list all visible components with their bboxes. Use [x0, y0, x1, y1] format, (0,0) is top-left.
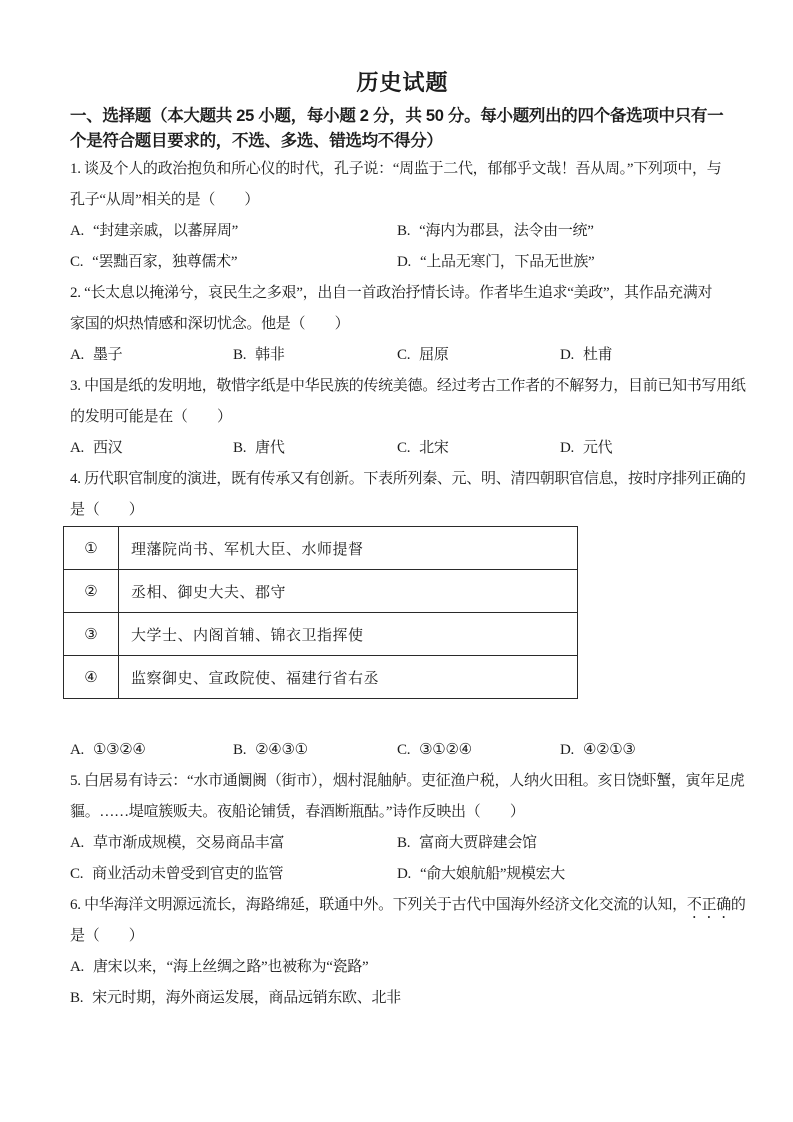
option-b [233, 735, 397, 766]
question-1-text-line-1: 1. 谈及个人的政治抱负和所心仪的时代，孔子说：“周监于二代，郁郁乎文哉！吾从周。”下列项中，与 [70, 161, 722, 177]
option-c [397, 340, 560, 371]
option-d-label: D. [397, 866, 411, 882]
question-2-text-line-1: 2. “长太息以掩涕兮，哀民生之多艰”，出自一首政治抒情长诗。作者毕生追求“美政”，其作品充满对 [70, 285, 713, 301]
row-number-cell: ③ [64, 613, 119, 656]
option-d [560, 735, 735, 766]
question-6-emphasized-text: 不正确 [686, 897, 731, 913]
question-4-text-line-2: 是（ ） [70, 502, 144, 518]
option-c-text: ③①②④ [419, 742, 472, 758]
option-d-text: ④②①③ [582, 742, 636, 758]
option-a-label: A. [70, 223, 84, 239]
option-b-label: B. [397, 223, 411, 239]
option-a [70, 216, 397, 247]
question-2 [70, 278, 735, 371]
question-3-text-line-2: 的发明可能是在（ ） [70, 409, 232, 425]
table-row [64, 613, 578, 656]
option-a-text: 草市渐成规模，交易商品丰富 [92, 835, 285, 851]
row-number-cell: ② [64, 570, 119, 613]
option-c-label: C. [70, 254, 84, 270]
option-c [397, 433, 560, 464]
option-a [70, 340, 233, 371]
question-4-text-line-1: 4. 历代职官制度的演进，既有传承又有创新。下表所列秦、元、明、清四朝职官信息，按时序排列正确的 [70, 471, 746, 487]
option-d [397, 859, 735, 890]
table-row [64, 656, 578, 699]
option-d [560, 340, 735, 371]
question-5-options-row-1 [70, 828, 735, 859]
question-6-option-b-row [70, 983, 735, 1014]
question-2-options-row [70, 340, 735, 371]
option-b [70, 990, 401, 1006]
question-6-text-line-1 [70, 890, 746, 921]
question-1 [70, 154, 735, 278]
option-c-text: 屈原 [419, 347, 449, 363]
question-5-text-line-1: 5. 白居易有诗云：“水市通阛阓（街市），烟村混舳舻。吏征渔户税，人纳火田租。亥日饶虾蟹，寅年足虎 [70, 773, 745, 789]
section-heading [70, 104, 735, 154]
option-d-label: D. [560, 440, 574, 456]
option-d-label: D. [560, 742, 574, 758]
option-a [70, 828, 397, 859]
option-b-label: B. [233, 440, 247, 456]
option-b [233, 433, 397, 464]
question-2-text-line-2: 家国的炽热情感和深切忧念。他是（ ） [70, 316, 350, 332]
row-number-cell: ④ [64, 656, 119, 699]
question-6-text-pre: 6. 中华海洋文明源远流长，海路绵延，联通中外。下列关于古代中国海外经济文化交流的认知， [70, 897, 687, 913]
question-5-options-row-2 [70, 859, 735, 890]
section-heading-line-2: 个是符合题目要求的，不选、多选、错选均不得分） [70, 132, 443, 150]
option-a-text: “封建亲戚，以蕃屏周” [92, 223, 239, 239]
question-1-options-row-1 [70, 216, 735, 247]
option-b-label: B. [397, 835, 411, 851]
option-b-text: “海内为郡县，法令由一统” [419, 223, 594, 239]
questions-area [70, 154, 746, 1014]
option-c-text: “罢黜百家，独尊儒术” [92, 254, 238, 270]
question-6-text-line-2: 是（ ） [70, 928, 144, 944]
option-c-label: C. [397, 440, 411, 456]
option-a-text: 墨子 [92, 347, 123, 363]
option-c-text: 商业活动未曾受到官吏的监管 [92, 866, 284, 882]
question-4-options-row [70, 735, 735, 766]
question-6-text-post: 的 [730, 897, 746, 913]
option-a [70, 735, 233, 766]
table-row [64, 570, 578, 613]
option-d-text: 杜甫 [582, 347, 613, 363]
question-4 [70, 464, 746, 766]
question-3-text-line-1: 3. 中国是纸的发明地，敬惜字纸是中华民族的传统美德。经过考古工作者的不解努力，目前已知书写用纸 [70, 378, 746, 394]
option-b-label: B. [233, 742, 247, 758]
option-c [397, 735, 560, 766]
option-a [70, 959, 368, 975]
option-c-text: 北宋 [419, 440, 449, 456]
row-content-cell: 大学士、内阁首辅、锦衣卫指挥使 [119, 613, 578, 656]
option-d [397, 247, 735, 278]
option-c-label: C. [397, 742, 411, 758]
option-a-text: 西汉 [92, 440, 123, 456]
option-a-label: A. [70, 835, 84, 851]
page-title: 历史试题 [356, 70, 449, 95]
officials-table [63, 526, 578, 699]
question-3 [70, 371, 746, 464]
option-a-label: A. [70, 959, 84, 975]
row-content-cell: 理藩院尚书、军机大臣、水师提督 [119, 527, 578, 570]
question-1-text-line-2: 孔子“从周”相关的是（ ） [70, 192, 260, 208]
option-b-text: 韩非 [255, 347, 285, 363]
question-6-option-a-row [70, 952, 735, 983]
question-5 [70, 766, 745, 890]
option-d [560, 433, 735, 464]
option-b-text: 富商大贾辟建会馆 [419, 835, 537, 851]
question-5-text-line-2: 貙。……堤喧簇贩夫。夜船论铺赁，春酒断瓶酤。”诗作反映出（ ） [70, 804, 525, 820]
question-3-options-row [70, 433, 735, 464]
question-1-options-row-2 [70, 247, 735, 278]
option-b-label: B. [233, 347, 247, 363]
option-b-text: ②④③① [255, 742, 308, 758]
row-number-cell: ① [64, 527, 119, 570]
option-d-label: D. [397, 254, 411, 270]
option-b-text: 唐代 [255, 440, 285, 456]
option-c-label: C. [397, 347, 411, 363]
option-d-label: D. [560, 347, 574, 363]
row-content-cell: 监察御史、宣政院使、福建行省右丞 [119, 656, 578, 699]
option-d-text: “俞大娘航船”规模宏大 [419, 866, 566, 882]
question-6 [70, 890, 746, 1014]
option-b-text: 宋元时期，海外商运发展，商品远销东欧、北非 [92, 990, 401, 1006]
option-a-label: A. [70, 742, 84, 758]
option-b [233, 340, 397, 371]
option-c-label: C. [70, 866, 84, 882]
option-b [397, 828, 735, 859]
option-d-text: 元代 [582, 440, 613, 456]
option-c [70, 247, 397, 278]
option-a [70, 433, 233, 464]
option-a-label: A. [70, 440, 84, 456]
option-a-text: 唐宋以来，“海上丝绸之路”也被称为“瓷路” [92, 959, 369, 975]
option-a-label: A. [70, 347, 84, 363]
option-a-text: ①③②④ [92, 742, 146, 758]
row-content-cell: 丞相、御史大夫、郡守 [119, 570, 578, 613]
option-b-label: B. [70, 990, 84, 1006]
section-heading-line-1: 一、选择题（本大题共 25 小题，每小题 2 分，共 50 分。每小题列出的四个备选项中只有一 [70, 107, 724, 125]
table-row [64, 527, 578, 570]
option-d-text: “上品无寒门，下品无世族” [419, 254, 595, 270]
option-c [70, 859, 397, 890]
option-b [397, 216, 735, 247]
